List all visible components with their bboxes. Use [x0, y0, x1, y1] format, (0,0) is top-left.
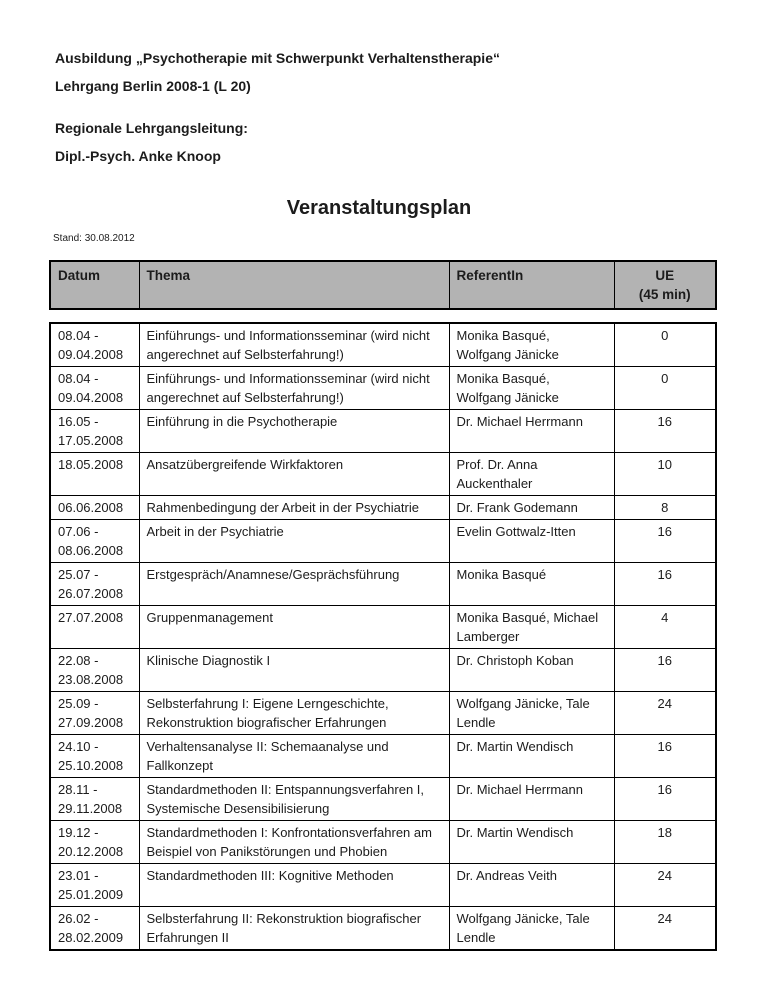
table-row — [50, 735, 716, 778]
ue-label-line2: (45 min) — [638, 287, 691, 302]
table-row — [50, 907, 716, 951]
row-ue: 24 — [614, 864, 716, 907]
row-referent: Monika Basqué, Wolfgang Jänicke — [449, 323, 614, 367]
row-date: 19.12 - 20.12.2008 — [50, 821, 139, 864]
column-header-thema: Thema — [139, 261, 449, 309]
row-topic: Arbeit in der Psychiatrie — [139, 520, 449, 563]
table-row — [50, 367, 716, 410]
row-referent: Dr. Christoph Koban — [449, 649, 614, 692]
row-date: 18.05.2008 — [50, 453, 139, 496]
row-date: 26.02 - 28.02.2009 — [50, 907, 139, 951]
row-date: 23.01 - 25.01.2009 — [50, 864, 139, 907]
row-ue: 10 — [614, 453, 716, 496]
row-referent: Monika Basqué, Wolfgang Jänicke — [449, 367, 614, 410]
row-topic: Standardmethoden III: Kognitive Methoden — [139, 864, 449, 907]
row-ue: 16 — [614, 778, 716, 821]
row-topic: Klinische Diagnostik I — [139, 649, 449, 692]
row-referent: Wolfgang Jänicke, Tale Lendle — [449, 907, 614, 951]
row-referent: Prof. Dr. Anna Auckenthaler — [449, 453, 614, 496]
schedule-body-table — [49, 322, 717, 951]
row-date: 08.04 - 09.04.2008 — [50, 323, 139, 367]
row-date: 25.07 - 26.07.2008 — [50, 563, 139, 606]
schedule-header-table — [49, 260, 717, 310]
header-row — [50, 261, 716, 309]
row-date: 07.06 - 08.06.2008 — [50, 520, 139, 563]
row-ue: 18 — [614, 821, 716, 864]
row-referent: Dr. Martin Wendisch — [449, 821, 614, 864]
row-referent: Monika Basqué — [449, 563, 614, 606]
row-ue: 24 — [614, 907, 716, 951]
column-header-datum: Datum — [50, 261, 139, 309]
row-topic: Standardmethoden II: Entspannungsverfahren I, Systemische Desensibilisierung — [139, 778, 449, 821]
row-ue: 16 — [614, 410, 716, 453]
row-topic: Einführungs- und Informationsseminar (wird nicht angerechnet auf Selbsterfahrung!) — [139, 323, 449, 367]
row-referent: Dr. Martin Wendisch — [449, 735, 614, 778]
row-ue: 16 — [614, 563, 716, 606]
table-row — [50, 496, 716, 520]
row-date: 08.04 - 09.04.2008 — [50, 367, 139, 410]
row-referent: Dr. Andreas Veith — [449, 864, 614, 907]
row-ue: 0 — [614, 367, 716, 410]
row-date: 16.05 - 17.05.2008 — [50, 410, 139, 453]
row-referent: Evelin Gottwalz-Itten — [449, 520, 614, 563]
row-referent: Wolfgang Jänicke, Tale Lendle — [449, 692, 614, 735]
row-ue: 4 — [614, 606, 716, 649]
row-referent: Dr. Michael Herrmann — [449, 410, 614, 453]
course-subtitle: Lehrgang Berlin 2008-1 (L 20) — [55, 78, 251, 94]
table-row — [50, 821, 716, 864]
plan-title: Veranstaltungsplan — [286, 197, 472, 219]
column-header-ue — [614, 261, 716, 309]
row-date: 28.11 - 29.11.2008 — [50, 778, 139, 821]
table-row — [50, 778, 716, 821]
row-topic: Gruppenmanagement — [139, 606, 449, 649]
leitung-name: Dipl.-Psych. Anke Knoop — [55, 148, 221, 164]
row-topic: Rahmenbedingung der Arbeit in der Psychiatrie — [139, 496, 449, 520]
document-header — [55, 44, 715, 170]
row-date: 24.10 - 25.10.2008 — [50, 735, 139, 778]
row-referent: Dr. Frank Godemann — [449, 496, 614, 520]
row-referent: Monika Basqué, Michael Lamberger — [449, 606, 614, 649]
row-referent: Dr. Michael Herrmann — [449, 778, 614, 821]
course-title: Ausbildung „Psychotherapie mit Schwerpunkt Verhaltenstherapie“ — [55, 50, 500, 66]
table-row — [50, 453, 716, 496]
row-date: 22.08 - 23.08.2008 — [50, 649, 139, 692]
row-topic: Ansatzübergreifende Wirkfaktoren — [139, 453, 449, 496]
row-ue: 0 — [614, 323, 716, 367]
row-date: 27.07.2008 — [50, 606, 139, 649]
stand-date: Stand: 30.08.2012 — [53, 233, 135, 244]
table-row — [50, 410, 716, 453]
table-row — [50, 323, 716, 367]
row-topic: Selbsterfahrung II: Rekonstruktion biografischer Erfahrungen II — [139, 907, 449, 951]
row-topic: Standardmethoden I: Konfrontationsverfahren am Beispiel von Panikstörungen und Phobien — [139, 821, 449, 864]
table-row — [50, 692, 716, 735]
table-row — [50, 864, 716, 907]
row-topic: Selbsterfahrung I: Eigene Lerngeschichte, Rekonstruktion biografischer Erfahrungen — [139, 692, 449, 735]
ue-label-line1: UE — [655, 268, 675, 283]
row-ue: 16 — [614, 735, 716, 778]
row-date: 06.06.2008 — [50, 496, 139, 520]
row-ue: 16 — [614, 649, 716, 692]
table-row — [50, 563, 716, 606]
row-topic: Einführungs- und Informationsseminar (wird nicht angerechnet auf Selbsterfahrung!) — [139, 367, 449, 410]
row-ue: 16 — [614, 520, 716, 563]
row-ue: 8 — [614, 496, 716, 520]
table-row — [50, 649, 716, 692]
row-date: 25.09 - 27.09.2008 — [50, 692, 139, 735]
leitung-label: Regionale Lehrgangsleitung: — [55, 120, 248, 136]
row-ue: 24 — [614, 692, 716, 735]
schedule-body — [50, 323, 716, 950]
table-row — [50, 520, 716, 563]
row-topic: Verhaltensanalyse II: Schemaanalyse und Fallkonzept — [139, 735, 449, 778]
row-topic: Erstgespräch/Anamnese/Gesprächsführung — [139, 563, 449, 606]
row-topic: Einführung in die Psychotherapie — [139, 410, 449, 453]
table-row — [50, 606, 716, 649]
column-header-referent: ReferentIn — [449, 261, 614, 309]
